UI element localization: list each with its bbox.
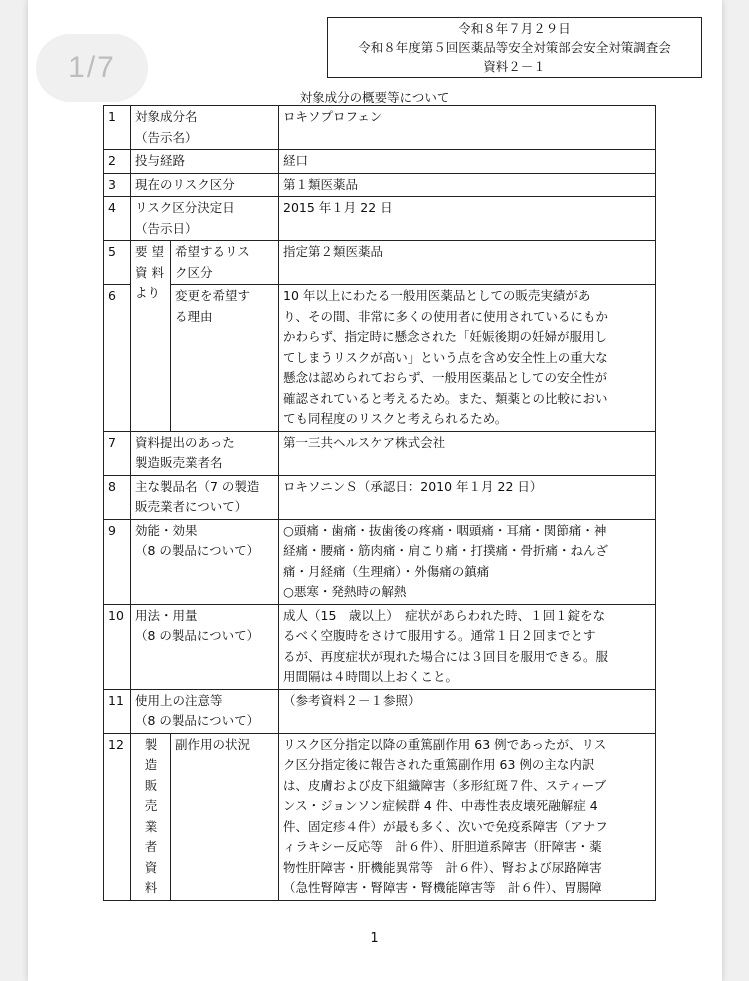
group-char: 売 bbox=[144, 798, 158, 813]
value-line: 物性肝障害・肝機能異常等 計６件）、腎および尿路障害 bbox=[283, 859, 602, 875]
value-line: るが、再度症状が現れた場合には３回目を服用できる。服 bbox=[283, 648, 609, 664]
group-char: 業 bbox=[144, 818, 158, 834]
row-label bbox=[131, 106, 279, 150]
row-number: 7 bbox=[104, 431, 131, 475]
request-group-label bbox=[131, 241, 171, 432]
group-char: 造 bbox=[144, 757, 158, 772]
row-label-sub: （告示名） bbox=[135, 129, 198, 145]
row-value: 第１類医薬品 bbox=[279, 173, 656, 197]
row-label-main: 用法・用量 bbox=[135, 607, 198, 623]
row-label bbox=[171, 285, 279, 432]
value-line: 成人（15 歳以上） 症状があらわれた時、１回１錠をな bbox=[283, 607, 606, 623]
row-value bbox=[279, 285, 656, 432]
row-number: 12 bbox=[104, 733, 131, 900]
row-value bbox=[279, 604, 656, 689]
row-number: 4 bbox=[104, 197, 131, 241]
row-value: 経口 bbox=[279, 150, 656, 174]
group-char: 資 bbox=[144, 859, 158, 875]
row-value bbox=[279, 733, 656, 900]
header-date: 令和８年７月２９日 bbox=[458, 21, 571, 36]
value-line: 用間隔は４時間以上おくこと。 bbox=[283, 669, 459, 684]
overview-table bbox=[103, 105, 656, 901]
row-value: 2015 年１月 22 日 bbox=[279, 197, 656, 241]
group-line: 要 望 bbox=[135, 244, 164, 259]
table-row bbox=[104, 106, 656, 150]
row-label-sub: ク区分 bbox=[175, 264, 213, 280]
header-box bbox=[327, 17, 702, 78]
header-doc-no: 資料２－１ bbox=[483, 59, 546, 74]
row-label-main: 資料提出のあった bbox=[135, 434, 235, 450]
value-line: 痛・月経痛（生理痛）・外傷痛の鎮痛 bbox=[283, 563, 490, 579]
table-row bbox=[104, 241, 656, 285]
row-number: 10 bbox=[104, 604, 131, 689]
row-value: 指定第２類医薬品 bbox=[279, 241, 656, 285]
table-row bbox=[104, 197, 656, 241]
table-row bbox=[104, 285, 656, 432]
row-number: 8 bbox=[104, 475, 131, 519]
value-line: 経痛・腰痛・筋肉痛・肩こり痛・打撲痛・骨折痛・ねんざ bbox=[283, 543, 609, 558]
value-line: 10 年以上にわたる一般用医薬品としての販売実績があ bbox=[283, 288, 591, 303]
row-label-main: 希望するリス bbox=[175, 244, 250, 259]
row-label-main: 主な製品名（7 の製造 bbox=[135, 478, 260, 494]
row-label-main: 変更を希望す bbox=[175, 288, 251, 303]
row-value: 第一三共ヘルスケア株式会社 bbox=[279, 431, 656, 475]
row-value: （参考資料２－１参照） bbox=[279, 689, 656, 733]
value-line: てしまうリスクが高い」という点を含め安全性上の重大な bbox=[283, 349, 608, 365]
header-meeting: 令和８年度第５回医薬品等安全対策部会安全対策調査会 bbox=[358, 40, 671, 55]
row-label-sub: （8 の製品について） bbox=[135, 628, 260, 643]
table-row bbox=[104, 173, 656, 197]
group-char: 料 bbox=[144, 880, 158, 895]
row-number: 11 bbox=[104, 689, 131, 733]
value-line: リスク区分指定以降の重篤副作用 63 例であったが、リス bbox=[283, 736, 607, 752]
page-number: 1 bbox=[370, 931, 379, 946]
value-line: かわらず、指定時に懸念された「妊娠後期の妊婦が服用し bbox=[283, 329, 608, 344]
row-label-main: 使用上の注意等 bbox=[135, 692, 223, 708]
row-label-sub: 製造販売業者名 bbox=[135, 455, 223, 470]
row-label: 投与経路 bbox=[131, 150, 279, 174]
table-row bbox=[104, 519, 656, 604]
value-line: ○頭痛・歯痛・抜歯後の疼痛・咽頭痛・耳痛・関節痛・神 bbox=[283, 522, 607, 538]
group-line: より bbox=[135, 285, 161, 300]
page-indicator-badge: 1/7 bbox=[36, 34, 148, 102]
row-label bbox=[131, 689, 279, 733]
value-line: ク区分指定後に報告された重篤副作用 63 例の主な内訳 bbox=[283, 757, 595, 772]
group-char: 者 bbox=[144, 839, 158, 854]
row-value: ロキソニンＳ（承認日：2010 年１月 22 日） bbox=[279, 475, 656, 519]
table-row bbox=[104, 604, 656, 689]
row-label bbox=[131, 475, 279, 519]
row-label-sub: （8 の製品について） bbox=[135, 543, 260, 558]
value-line: ィラキシー反応等 計６件）、肝胆道系障害（肝障害・薬 bbox=[283, 839, 602, 854]
row-label bbox=[131, 519, 279, 604]
table-row bbox=[104, 733, 656, 900]
value-line: ンス・ジョンソン症候群 4 件、中毒性表皮壊死融解症 4 bbox=[283, 798, 598, 813]
value-line: ○悪寒・発熱時の解熱 bbox=[283, 584, 407, 599]
table-row bbox=[104, 431, 656, 475]
manufacturer-group-label bbox=[131, 733, 171, 900]
value-line: 確認されていると考えるため。また、類薬との比較におい bbox=[283, 390, 608, 406]
row-label bbox=[131, 197, 279, 241]
row-label bbox=[131, 431, 279, 475]
row-number: 6 bbox=[104, 285, 131, 432]
row-number: 9 bbox=[104, 519, 131, 604]
value-line: 件、固定疹４件）が最も多く、次いで免疫系障害（アナフ bbox=[283, 818, 608, 834]
value-line: ても同程度のリスクと考えられるため。 bbox=[283, 411, 508, 426]
value-line: 懸念は認められておらず、一般用医薬品としての安全性が bbox=[283, 370, 608, 385]
group-char: 販 bbox=[144, 777, 158, 793]
document-title: 対象成分の概要等について bbox=[299, 90, 450, 105]
row-label: 現在のリスク区分 bbox=[131, 173, 279, 197]
row-number: 1 bbox=[104, 106, 131, 150]
row-label-sub: 販売業者について） bbox=[135, 499, 248, 514]
row-label-sub: （告示日） bbox=[135, 220, 198, 236]
value-line: るべく空腹時をさけて服用する。通常１日２回までとす bbox=[283, 628, 596, 643]
table-row bbox=[104, 689, 656, 733]
value-line: （急性腎障害・腎障害・腎機能障害等 計６件）、胃腸障 bbox=[283, 880, 602, 895]
row-label: 副作用の状況 bbox=[171, 733, 279, 900]
table-row bbox=[104, 150, 656, 174]
value-line: り、その間、非常に多くの使用者に使用されているにもか bbox=[283, 308, 609, 324]
row-label-sub: （8 の製品について） bbox=[135, 713, 260, 728]
row-label-sub: る理由 bbox=[175, 308, 213, 324]
row-label bbox=[131, 604, 279, 689]
table-row bbox=[104, 475, 656, 519]
group-line: 資 料 bbox=[135, 264, 164, 280]
group-char: 製 bbox=[144, 736, 158, 752]
row-number: 3 bbox=[104, 173, 131, 197]
row-value: ロキソプロフェン bbox=[279, 106, 656, 150]
row-number: 5 bbox=[104, 241, 131, 285]
row-label-main: 対象成分名 bbox=[135, 109, 198, 124]
row-label-main: リスク区分決定日 bbox=[135, 200, 235, 215]
row-number: 2 bbox=[104, 150, 131, 174]
row-value bbox=[279, 519, 656, 604]
row-label bbox=[171, 241, 279, 285]
value-line: は、皮膚および皮下組織障害（多形紅斑７件、スティーブ bbox=[283, 777, 607, 793]
row-label-main: 効能・効果 bbox=[135, 522, 198, 538]
